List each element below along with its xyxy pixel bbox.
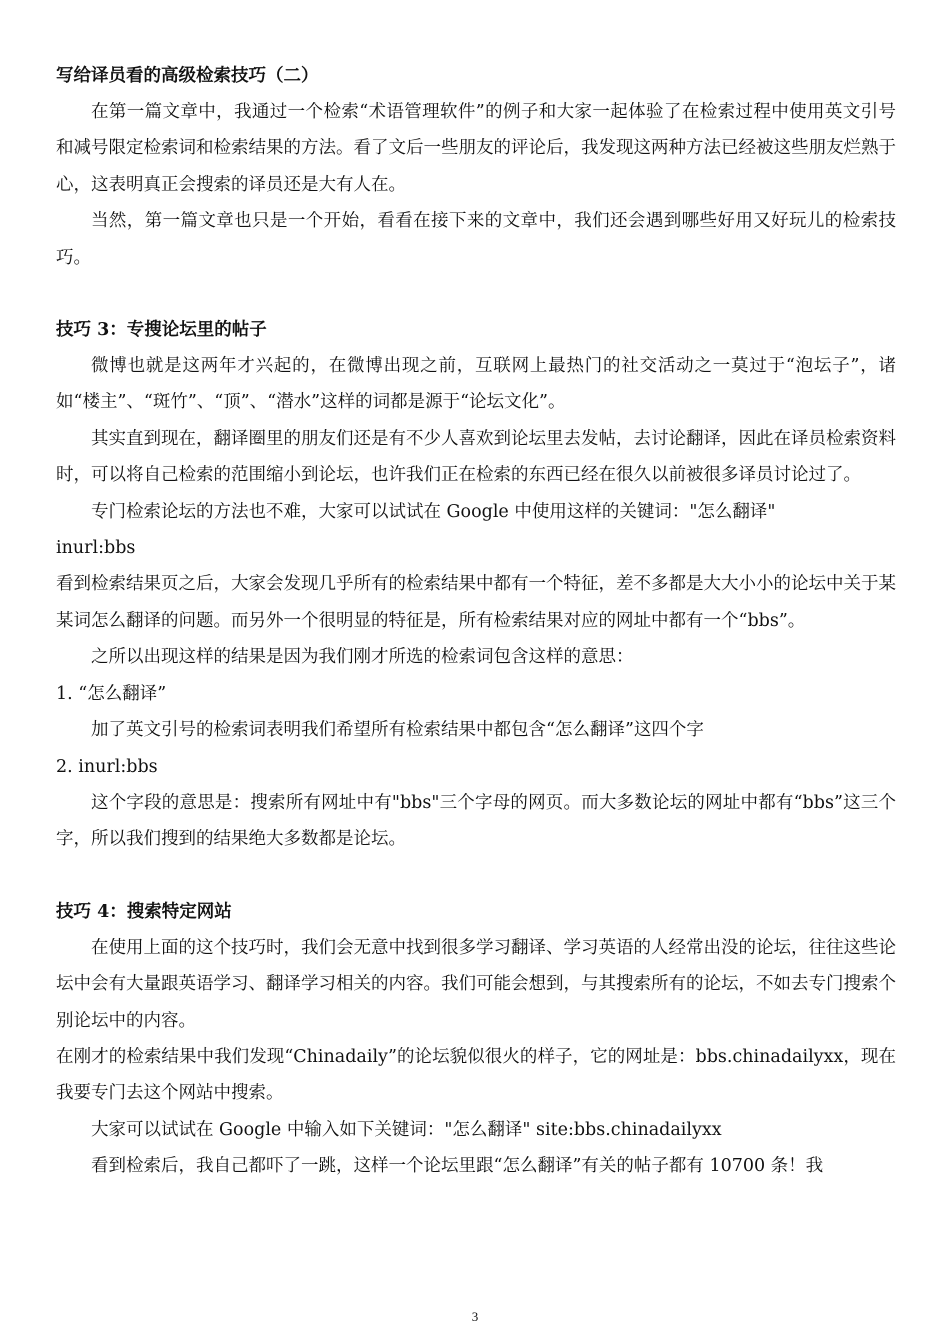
tip3-list-item-1-desc: 加了英文引号的检索词表明我们希望所有检索结果中都包含“怎么翻译”这四个字 (91, 720, 704, 741)
tip3-paragraph-3: 专门检索论坛的方法也不难，大家可以试试在 Google 中使用这样的关键词："怎么翻译" (91, 501, 776, 522)
tip4-paragraph-4: 看到检索后，我自己都吓了一跳，这样一个论坛里跟“怎么翻译”有关的帖子都有 10700 条！我 (91, 1156, 824, 1177)
tip3-paragraph-3-continued: inurl:bbs (56, 538, 136, 559)
tip3-paragraph-5: 之所以出现这样的结果是因为我们刚才所选的检索词包含这样的意思： (91, 647, 634, 668)
intro-paragraph-2: 当然，第一篇文章也只是一个开始，看看在接下来的文章中，我们还会遇到哪些好用又好玩儿的检索技巧。 (56, 211, 896, 268)
tip3-list-item-2-desc: 这个字段的意思是：搜索所有网址中有"bbs"三个字母的网页。而大多数论坛的网址中都有“bbs”这三个字，所以我们搜到的结果绝大多数都是论坛。 (56, 792, 896, 850)
tip4-paragraph-2: 在刚才的检索结果中我们发现“Chinadaily”的论坛貌似很火的样子，它的网址是：bbs.chinadailyxx，现在我要专门去这个网站中搜索。 (56, 1046, 896, 1104)
intro-paragraph-1: 在第一篇文章中，我通过一个检索“术语管理软件”的例子和大家一起体验了在检索过程中使用英文引号和减号限定检索词和检索结果的方法。看了文后一些朋友的评论后，我发现这两种方法已经被这些朋友烂熟于心，这表明真正会搜索的译员还是大有人在。 (56, 102, 896, 195)
document-body (56, 58, 896, 1185)
tip4-paragraph-1: 在使用上面的这个技巧时，我们会无意中找到很多学习翻译、学习英语的人经常出没的论坛，往往这些论坛中会有大量跟英语学习、翻译学习相关的内容。我们可能会想到，与其搜索所有的论坛，不如去专门搜索个别论坛中的内容。 (56, 937, 896, 1031)
tip4-heading: 技巧 4：搜索特定网站 (56, 901, 232, 922)
tip3-paragraph-4: 看到检索结果页之后，大家会发现几乎所有的检索结果中都有一个特征，差不多都是大大小小的论坛中关于某某词怎么翻译的问题。而另外一个很明显的特征是，所有检索结果对应的网址中都有一个“bbs”。 (56, 574, 896, 631)
article-title: 写给译员看的高级检索技巧（二） (56, 66, 319, 86)
tip3-heading: 技巧 3：专搜论坛里的帖子 (56, 320, 267, 341)
tip3-list-item-2: 2. inurl:bbs (56, 756, 158, 777)
tip3-paragraph-2: 其实直到现在，翻译圈里的朋友们还是有不少人喜欢到论坛里去发帖，去讨论翻译，因此在译员检索资料时，可以将自己检索的范围缩小到论坛，也许我们正在检索的东西已经在很久以前被很多译员讨论过了。 (56, 428, 896, 486)
tip3-paragraph-1: 微博也就是这两年才兴起的，在微博出现之前，互联网上最热门的社交活动之一莫过于“泡坛子”，诸如“楼主”、“斑竹”、“顶”、“潜水”这样的词都是源于“论坛文化”。 (56, 356, 896, 413)
tip4-paragraph-3: 大家可以试试在 Google 中输入如下关键词："怎么翻译" site:bbs.chinadailyxx (91, 1119, 722, 1140)
tip3-list-item-1: 1. “怎么翻译” (56, 683, 167, 704)
section-spacer (56, 858, 896, 894)
section-spacer (56, 276, 896, 312)
page-number: 3 (471, 1309, 479, 1324)
